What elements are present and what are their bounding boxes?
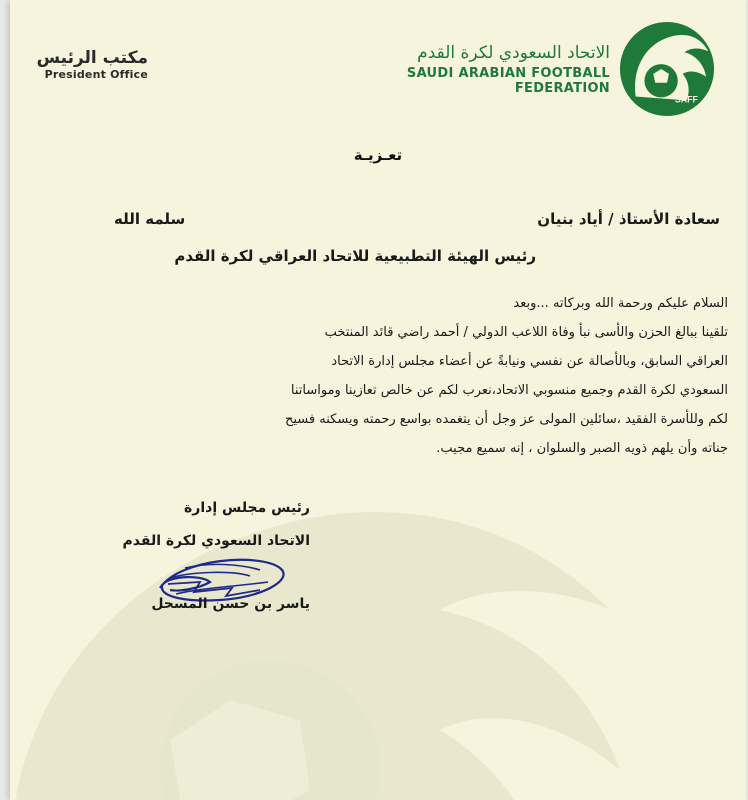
letter-sheet (10, 0, 746, 800)
recipient-name: سعادة الأستاذ / أياد بنيان (537, 210, 720, 228)
body-line: السعودي لكرة القدم وجميع منسوبي الاتحاد،نعرب لكم عن خالص تعازينا ومواساتنا (290, 383, 728, 398)
letter-title: تعـزيـة (353, 146, 403, 164)
logo-text: SAFF (674, 94, 698, 105)
president-office-block (36, 48, 148, 81)
signatory-role-2: الاتحاد السعودي لكرة القدم (122, 533, 310, 549)
office-title-en: President Office (44, 68, 148, 81)
recipient-title: رئيس الهيئة التطبيعية للاتحاد العراقي لكرة القدم (174, 247, 536, 265)
body-line: لكم وللأسرة الفقيد ،سائلين المولى عز وجل أن يتغمده بواسع رحمته ويسكنه فسيح (284, 412, 728, 427)
body-line: جناته وأن يلهم ذويه الصبر والسلوان ، إنه سميع مجيب. (436, 441, 728, 456)
federation-name-block (310, 42, 610, 96)
body-line: العراقي السابق، وبالأصالة عن نفسي ونيابةً عن أعضاء مجلس إدارة الاتحاد (331, 354, 728, 369)
signatory-name: ياسر بن حسن المسحل (151, 596, 310, 612)
body-line: السلام عليكم ورحمة الله وبركاته ...وبعد (513, 296, 728, 311)
federation-name-en: SAUDI ARABIAN FOOTBALL FEDERATION (406, 66, 610, 96)
signatory-role-1: رئيس مجلس إدارة (184, 500, 310, 516)
greeting-suffix: سلمه الله (114, 210, 186, 228)
office-title-ar: مكتب الرئيس (36, 48, 148, 68)
federation-name-ar: الاتحاد السعودي لكرة القدم (417, 43, 610, 63)
body-line: تلقينا ببالغ الحزن والأسى نبأ وفاة اللاعب الدولي / أحمد راضي قائد المنتخب (324, 325, 728, 340)
saff-logo-icon (618, 20, 716, 118)
federation-watermark-icon (10, 440, 690, 800)
